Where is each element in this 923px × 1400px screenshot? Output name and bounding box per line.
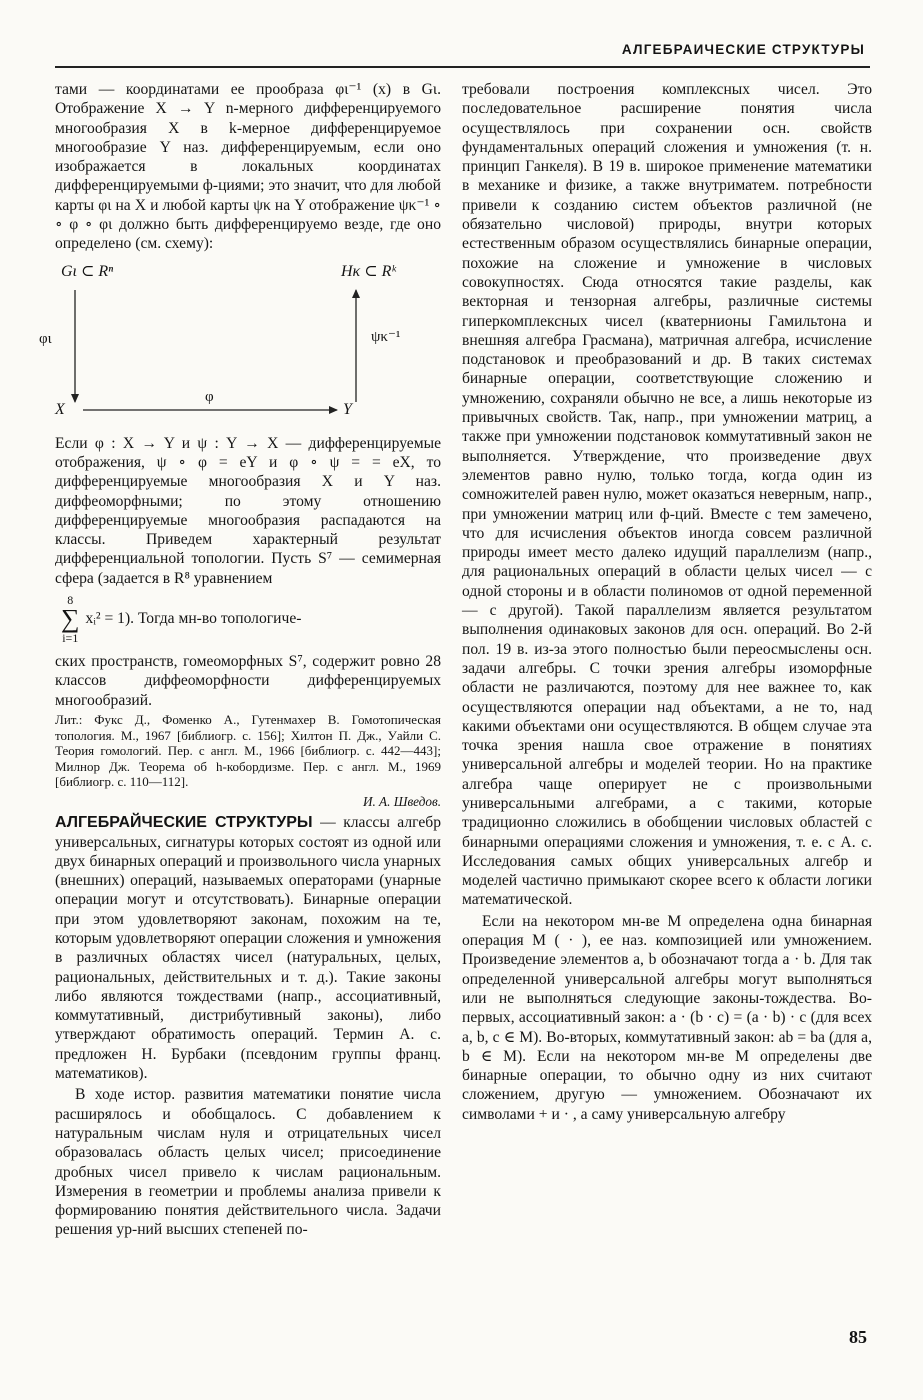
left-paragraph-2: Если φ : X → Y и ψ : Y → X — дифференцируемые отображения, ψ ∘ φ = eY и φ ∘ ψ = = eX, то дифференцируемые многообразия X и Y наз. диффеоморфными; по этому отношению дифференцируемые многообразия распадаются на классы. Приведем характерный результат дифференциальной топологии. Пусть S⁷ — семимерная сфера (задается в R⁸ уравнением	[55, 434, 441, 587]
right-paragraph-1: требовали построения комплексных чисел. Это последовательное расширение понятия числа осуществлялось при сохранении осн. свойств фундаментальных операций сложения и умножения (т. н. принцип Ганкеля). В 19 в. широкое применение математики в механике и физике, а также внутриматем. потребности привели к созданию систем объектов различной (не обязательно числовой) природы, внутри которых естественным образом осуществлялись бинарные операции, похожие на сложение и умножение в числовых совокупностях. Сюда относятся такие разделы, как векторная и тензорная алгебры, различные системы гиперкомплексных чисел (кватернионы Гамильтона и внешняя алгебра Грасмана), матричная алгебра, исчисление подстановок и преобразований и др. В таких системах бинарные операции, соответствующие сложению и умножению, сохраняли обычно не все, а лишь некоторые из привычных свойств. Так, напр., при умножении матриц, а также при умножении подстановок коммутативный закон не выполняется. Утверждение, что произведение двух элементов равно нулю, только тогда, когда один из сомножителей равен нулю, может оказаться неверным, напр., при умножении матриц или ф-ций. Вместе с тем замечено, что для исчисления объектов иногда совсем различной природы имеет место далеко идущий параллелизм (напр., для рациональных операций в области целых чисел — с одной стороны и в области полиномов от одной переменной — с другой). Такой параллелизм является результатом выполнения одинаковых законов для осн. операций. Во 2-й пол. 19 в. из-за этого полностью были переосмыслены осн. задачи алгебры. С точки зрения алгебры изоморфные области не различаются, поэтому для нее важнее то, как осуществляются операции над объектами, а не то, над какими объектами они осуществляются. В общем случае эта точка зрения нашла свое отражение в понятиях универсальной алгебры и моделей теории. Но на практике алгебра чаще оперирует не с произвольными универсальными алгебрами, а с такими, которые традиционно сложились в обобщении числовых областей с бинарными операциями сложения и умножения, т. е. с А. с. Исследования самых общих универсальных алгебр и моделей частично примыкают скорее всего к области логики математической.	[462, 81, 872, 909]
literature-references: Лит.: Фукс Д., Фоменко А., Гутенмахер В. Гомотопическая топология. М., 1967 [библиогр. с. 156]; Хилтон П. Дж., Уайли С. Теория гомологий. Пер. с англ. М., 1966 [библиогр. с. 442—443]; Милнор Дж. Теорема об h-кобордизме. Пер. с англ. М., 1969 [библиогр. с. 110—112].	[55, 711, 441, 790]
left-paragraph-3: ских пространств, гомеоморфных S⁷, содержит ровно 28 классов диффеоморфности дифференцируемых многообразий.	[55, 653, 441, 709]
diagram-left-label: φι	[39, 330, 52, 347]
sum-lower-limit: i=1	[62, 631, 79, 646]
header-rule	[55, 66, 870, 68]
article-author: И. А. Шведов.	[362, 793, 441, 809]
sum-body: xᵢ² = 1). Тогда мн-во топологиче-	[85, 610, 302, 628]
diagram-top-right: Hκ ⊂ Rᵏ	[341, 262, 396, 280]
diagram-bottom-right: Y	[343, 400, 352, 418]
sum-symbol	[61, 594, 80, 644]
left-column	[39, 80, 441, 1240]
definition-text: — классы алгебр универсальных, сигнатуры которых состоят из одной или двух бинарных операций и произвольного числа унарных (внешних) операций, называемых операторами (унарные операции могут и отсутствовать). Бинарные операции при этом удовлетворяют законам, похожим на те, которым удовлетворяют операции сложения и умножения в различных областях чисел (натуральных, целых, рациональных, действительных и т. д.). Такие законы либо являются тождествами (напр., ассоциативный, коммутативный, дистрибутивный законы), либо утверждают обратимость операций. Термин А. с. предложен Н. Бурбаки (псевдоним группы франц. математиков).	[55, 814, 441, 1083]
sum-upper-limit: 8	[67, 593, 74, 608]
diagram-right-label: ψκ⁻¹	[371, 328, 401, 345]
page-number: 85	[849, 1327, 867, 1347]
left-paragraph-1: тами — координатами ее прообраза φι⁻¹ (x) в Gι. Отображение X → Y n-мерного дифференцируемого многообразия X в k-мерное дифференцируемое многообразие Y наз. дифференцируемым, если оно изображается в локальных координатах дифференцируемыми ф-циями; это значит, что для любой карты φι на X и любой карты ψκ на Y отображение ψκ⁻¹ ∘ ∘ φ ∘ φι должно быть дифференцируемо везде, где оно определено (см. схему):	[55, 81, 441, 253]
left-paragraph-5: В ходе истор. развития математики понятие числа расширялось и обобщалось. С добавлением к натуральным числам нуля и отрицательных чисел образовалась область целых чисел; присоединение дробных чисел привело к числам рациональным. Измерения в геометрии и проблемы анализа привели к формированию понятия действительного числа. Задачи решения ур-ний высших степеней по-	[55, 1086, 441, 1239]
sum-formula	[55, 594, 441, 644]
right-column	[462, 80, 872, 1124]
diagram-top-left: Gι ⊂ Rⁿ	[61, 262, 114, 280]
diagram-bottom-label: φ	[205, 388, 214, 405]
right-paragraph-2: Если на некотором мн-ве M определена одна бинарная операция M ( · ), ее наз. композицией или умножением. Произведение элементов a, b обозначают тогда a · b. Для так определенной универсальной алгебры могут выполняться или не выполняться следующие законы-тождества. Во-первых, ассоциативный закон: a · (b · c) = (a · b) · c (для всех a, b, c ∈ M). Во-вторых, коммутативный закон: ab = ba (для a, b ∈ M). Если на некотором мн-ве M определены две бинарные операции, то обычно одну из них считают сложением, другую — умножением. Обозначают их символами + и · , а саму универсальную алгебру	[462, 912, 872, 1123]
commutative-diagram	[39, 262, 441, 424]
sigma-glyph: ∑	[61, 604, 80, 634]
bottom-arrow-head	[329, 406, 338, 414]
running-head: АЛГЕБРАИЧЕСКИЕ СТРУКТУРЫ	[621, 42, 865, 57]
article-algebraic-structures	[55, 813, 441, 1083]
headword: АЛГЕБРАЙЧЕСКИЕ СТРУКТУРЫ	[55, 814, 313, 832]
right-arrow-head	[352, 289, 360, 298]
diagram-bottom-left: X	[55, 400, 65, 418]
left-arrow-head	[71, 394, 79, 403]
